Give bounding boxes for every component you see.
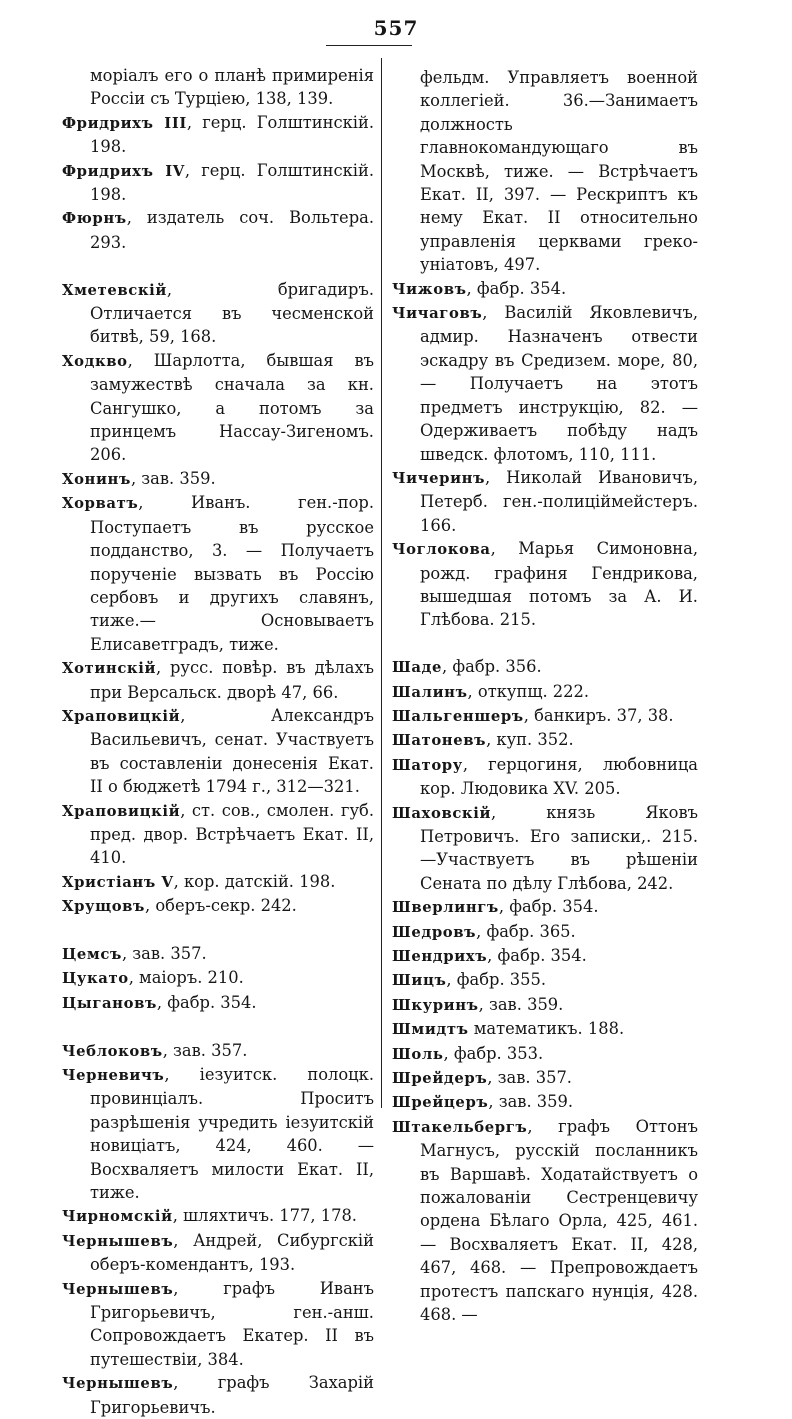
entry-heading: Шицъ: [392, 972, 447, 990]
section-spacer: [62, 1015, 374, 1038]
entry-text: , куп. 352.: [486, 730, 574, 750]
entry-heading: Христіанъ V: [62, 873, 174, 891]
entry-heading: Храповицкій: [62, 802, 181, 820]
index-entry: [392, 1090, 698, 1114]
index-entry: [392, 968, 698, 992]
entry-heading: Шаде: [392, 659, 443, 677]
entry-text: , зав. 357.: [487, 1068, 572, 1088]
index-entry: [392, 1115, 698, 1327]
entry-heading: Храповицкій: [62, 707, 181, 725]
entry-heading: Цукато: [62, 970, 129, 988]
entry-text: , кор. датскій. 198.: [173, 871, 336, 891]
entry-text: , Иванъ. ген.-пор. Поступаетъ въ русское подданство, 3. — Получаетъ порученіе вызвать въ Россію сербовъ и другихъ славянъ, тиже.— Основываетъ Елисаветградъ, тиже.: [90, 493, 374, 654]
right-column: [392, 66, 698, 1327]
entry-heading: Шалинъ: [392, 683, 468, 701]
entry-text: , фабр. 354.: [487, 946, 587, 966]
entry-text: , Шарлотта, бывшая въ замужествѣ сначала за кн. Сангушко, а потомъ за принцемъ Нассау-Зигеномъ. 206.: [90, 350, 374, 465]
entry-heading: Цемсъ: [62, 946, 122, 963]
entry-text: , шляхтичъ. 177, 178.: [172, 1206, 357, 1226]
entry-text: , издатель соч. Вольтера. 293.: [90, 208, 374, 252]
entry-heading: Шрейцеръ: [392, 1094, 489, 1112]
entry-text: , Марья Симоновна, рожд. графиня Гендрикова, вышедшая потомъ за А. И. Глѣбова. 215.: [420, 539, 698, 630]
entry-heading: Шрейдеръ: [392, 1070, 488, 1088]
index-entry: [62, 1277, 374, 1372]
entry-heading: Шальгеншеръ: [392, 707, 524, 725]
entry-heading: Фюрнъ: [62, 210, 127, 228]
entry-text: , графъ Иванъ Григорьевичъ, ген.-анш. Сопровождаетъ Екатер. II въ путешествіи, 384.: [90, 1278, 374, 1369]
index-entry: [392, 728, 698, 752]
index-entry: [62, 656, 374, 704]
index-entry: [62, 942, 374, 966]
index-entry: [62, 799, 374, 870]
entry-heading: Чижовъ: [392, 280, 467, 298]
entry-text: , оберъ-секр. 242.: [145, 896, 297, 916]
entry-text: , герц. Голштинскій. 198.: [90, 112, 374, 157]
index-entry: [392, 920, 698, 944]
entry-text: , Василій Яковлевичъ, адмир. Назначенъ отвести эскадру въ Средизем. море, 80, — Получаетъ на этотъ предметъ инструкцію, 82. — Одерживаетъ побѣду надъ шведск. флотомъ, 110, 111.: [420, 303, 698, 464]
page-number: 557: [373, 16, 419, 40]
section-spacer: [62, 254, 374, 277]
entry-text: , графъ Оттонъ Магнусъ, русскій посланникъ въ Варшавѣ. Ходатайствуетъ о пожалованіи Сестренцевичу ордена Бѣлаго Орла, 425, 461. — Восхваляетъ Екат. II, 428, 467, 468. — Препровождаетъ протестъ папскаго нунція, 428. 468. —: [420, 1116, 698, 1325]
entry-text: , банкиръ. 37, 38.: [523, 705, 674, 725]
index-entry: [62, 704, 374, 799]
entry-text: , фабр. 365.: [476, 921, 576, 941]
entry-heading: Чичаговъ: [392, 305, 483, 323]
section-spacer: [62, 919, 374, 942]
index-entry: [62, 278, 374, 349]
entry-heading: Штакельбергъ: [392, 1118, 528, 1136]
index-entry: [62, 467, 374, 491]
index-entry: [392, 655, 698, 679]
index-entry: [62, 1204, 374, 1228]
index-entry: [392, 1066, 698, 1090]
header-rule: [326, 45, 412, 46]
entry-text: , зав. 359.: [130, 468, 216, 488]
index-entry: [392, 895, 698, 919]
entry-text: , графъ Захарій Григорьевичъ.: [90, 1373, 374, 1417]
entry-text: , маіоръ. 210.: [128, 968, 244, 988]
entry-text: , іезуитск. полоцк. провинціалъ. Проситъ разрѣшенія учредить іезуитскій новиціатъ, 424, 460. — Восхваляетъ милости Екат. II, тиже.: [90, 1065, 374, 1203]
entry-text: , Александръ Васильевичъ, сенат. Участвуетъ въ составленіи донесенія Екат. II о бюджетѣ 1794 г., 312—321.: [90, 705, 374, 797]
entry-heading: Шедровъ: [392, 923, 477, 941]
entry-text: , бригадиръ. Отличается въ чесменской битвѣ, 59, 168.: [90, 279, 374, 347]
index-entry: [392, 537, 698, 632]
entry-text: моріалъ его о планѣ примиренія Россіи съ Турціею, 138, 139.: [90, 66, 374, 109]
entry-heading: Чернышевъ: [62, 1280, 174, 1298]
index-entry: [392, 466, 698, 537]
index-entry: [392, 680, 698, 704]
entry-text: , зав. 359.: [478, 994, 564, 1014]
column-divider: [381, 58, 382, 1108]
entry-text: математикъ. 188.: [468, 1019, 625, 1039]
entry-heading: Хорватъ: [62, 495, 139, 513]
index-entry: [62, 111, 374, 159]
index-entry: [62, 870, 374, 894]
entry-heading: Хрущовъ: [62, 898, 146, 916]
entry-heading: Цыгановъ: [62, 994, 157, 1012]
entry-text: , зав. 359.: [488, 1092, 574, 1112]
index-entry: [392, 1042, 698, 1066]
index-entry: [392, 993, 698, 1017]
entry-text: , фабр. 354.: [156, 992, 257, 1012]
entry-heading: Ходкво: [62, 352, 128, 370]
entry-heading: Хонинъ: [62, 470, 131, 488]
index-entry: [62, 991, 374, 1015]
entry-heading: Чеблоковъ: [62, 1042, 163, 1060]
entry-heading: Шатоневъ: [392, 732, 487, 750]
index-entry: [392, 753, 698, 801]
entry-heading: Чернышевъ: [62, 1375, 174, 1393]
entry-text: , герц. Голштинскій. 198.: [90, 160, 374, 205]
index-entry: [62, 349, 374, 467]
entry-text: , Николай Ивановичъ, Петерб. ген.-полиціймейстеръ. 166.: [420, 467, 698, 535]
entry-text: , ст. сов., смолен. губ. пред. двор. Встрѣчаетъ Екат. II, 410.: [90, 800, 374, 868]
index-entry: [62, 491, 374, 656]
index-entry: [62, 1371, 374, 1419]
index-entry: [62, 206, 374, 254]
index-entry-continuation: [62, 64, 374, 111]
index-entry: [392, 277, 698, 301]
entry-heading: Чирномскій: [62, 1208, 173, 1226]
entry-text: , Андрей, Сибургскій оберъ-комендантъ, 193.: [90, 1230, 374, 1275]
entry-heading: Чичеринъ: [392, 469, 486, 487]
index-entry: [392, 704, 698, 728]
entry-text: , фабр. 354.: [498, 897, 599, 917]
index-entry: [392, 1017, 698, 1041]
entry-text: , князь Яковъ Петровичъ. Его записки,. 215.—Участвуетъ въ рѣшеніи Сената по дѣлу Глѣбова, 242.: [420, 802, 698, 893]
entry-text: , зав. 357.: [121, 944, 207, 963]
entry-text: , откупщ. 222.: [467, 681, 590, 701]
index-entry: [392, 301, 698, 466]
entry-text: , фабр. 355.: [446, 970, 547, 990]
entry-heading: Черневичъ: [62, 1067, 165, 1085]
entry-heading: Шатору: [392, 756, 463, 774]
index-entry: [62, 1229, 374, 1277]
index-entry: [62, 159, 374, 207]
entry-heading: Шмидтъ: [392, 1021, 469, 1039]
index-entry: [392, 801, 698, 896]
entry-heading: Фридрихъ IV: [62, 162, 185, 180]
index-entry: [62, 1063, 374, 1204]
entry-text: , фабр. 356.: [442, 657, 542, 677]
entry-heading: Шоль: [392, 1045, 444, 1063]
entry-heading: Шверлингъ: [392, 899, 499, 917]
entry-text: , фабр. 353.: [443, 1043, 544, 1063]
index-entry: [62, 894, 374, 918]
entry-heading: Шаховскій: [392, 804, 492, 822]
index-entry-continuation: [392, 66, 698, 277]
entry-heading: Шкуринъ: [392, 996, 479, 1014]
entry-text: , фабр. 354.: [466, 278, 567, 298]
entry-heading: Хотинскій: [62, 660, 157, 678]
entry-text: фельдм. Управляетъ военной коллегіей. 36.—Занимаетъ должность главнокомандующаго въ Москвѣ, тиже. — Встрѣчаетъ Екат. II, 397. — Рескриптъ къ нему Екат. II относительно управленія церквами греко-уніатовъ, 497.: [420, 68, 698, 275]
section-spacer: [392, 632, 698, 655]
left-column: [62, 64, 374, 1419]
entry-heading: Чернышевъ: [62, 1232, 174, 1250]
entry-text: , русс. повѣр. въ дѣлахъ при Версальск. дворѣ 47, 66.: [90, 658, 374, 702]
index-entry: [62, 1039, 374, 1063]
entry-text: , зав. 357.: [162, 1040, 248, 1060]
entry-heading: Шендрихъ: [392, 948, 488, 966]
index-entry: [392, 944, 698, 968]
entry-heading: Чоглокова: [392, 541, 491, 559]
entry-heading: Хметевскій: [62, 281, 167, 299]
index-entry: [62, 966, 374, 990]
entry-heading: Фридрихъ III: [62, 114, 187, 132]
entry-text: , герцогиня, любовница кор. Людовика XV. 205.: [420, 754, 698, 799]
